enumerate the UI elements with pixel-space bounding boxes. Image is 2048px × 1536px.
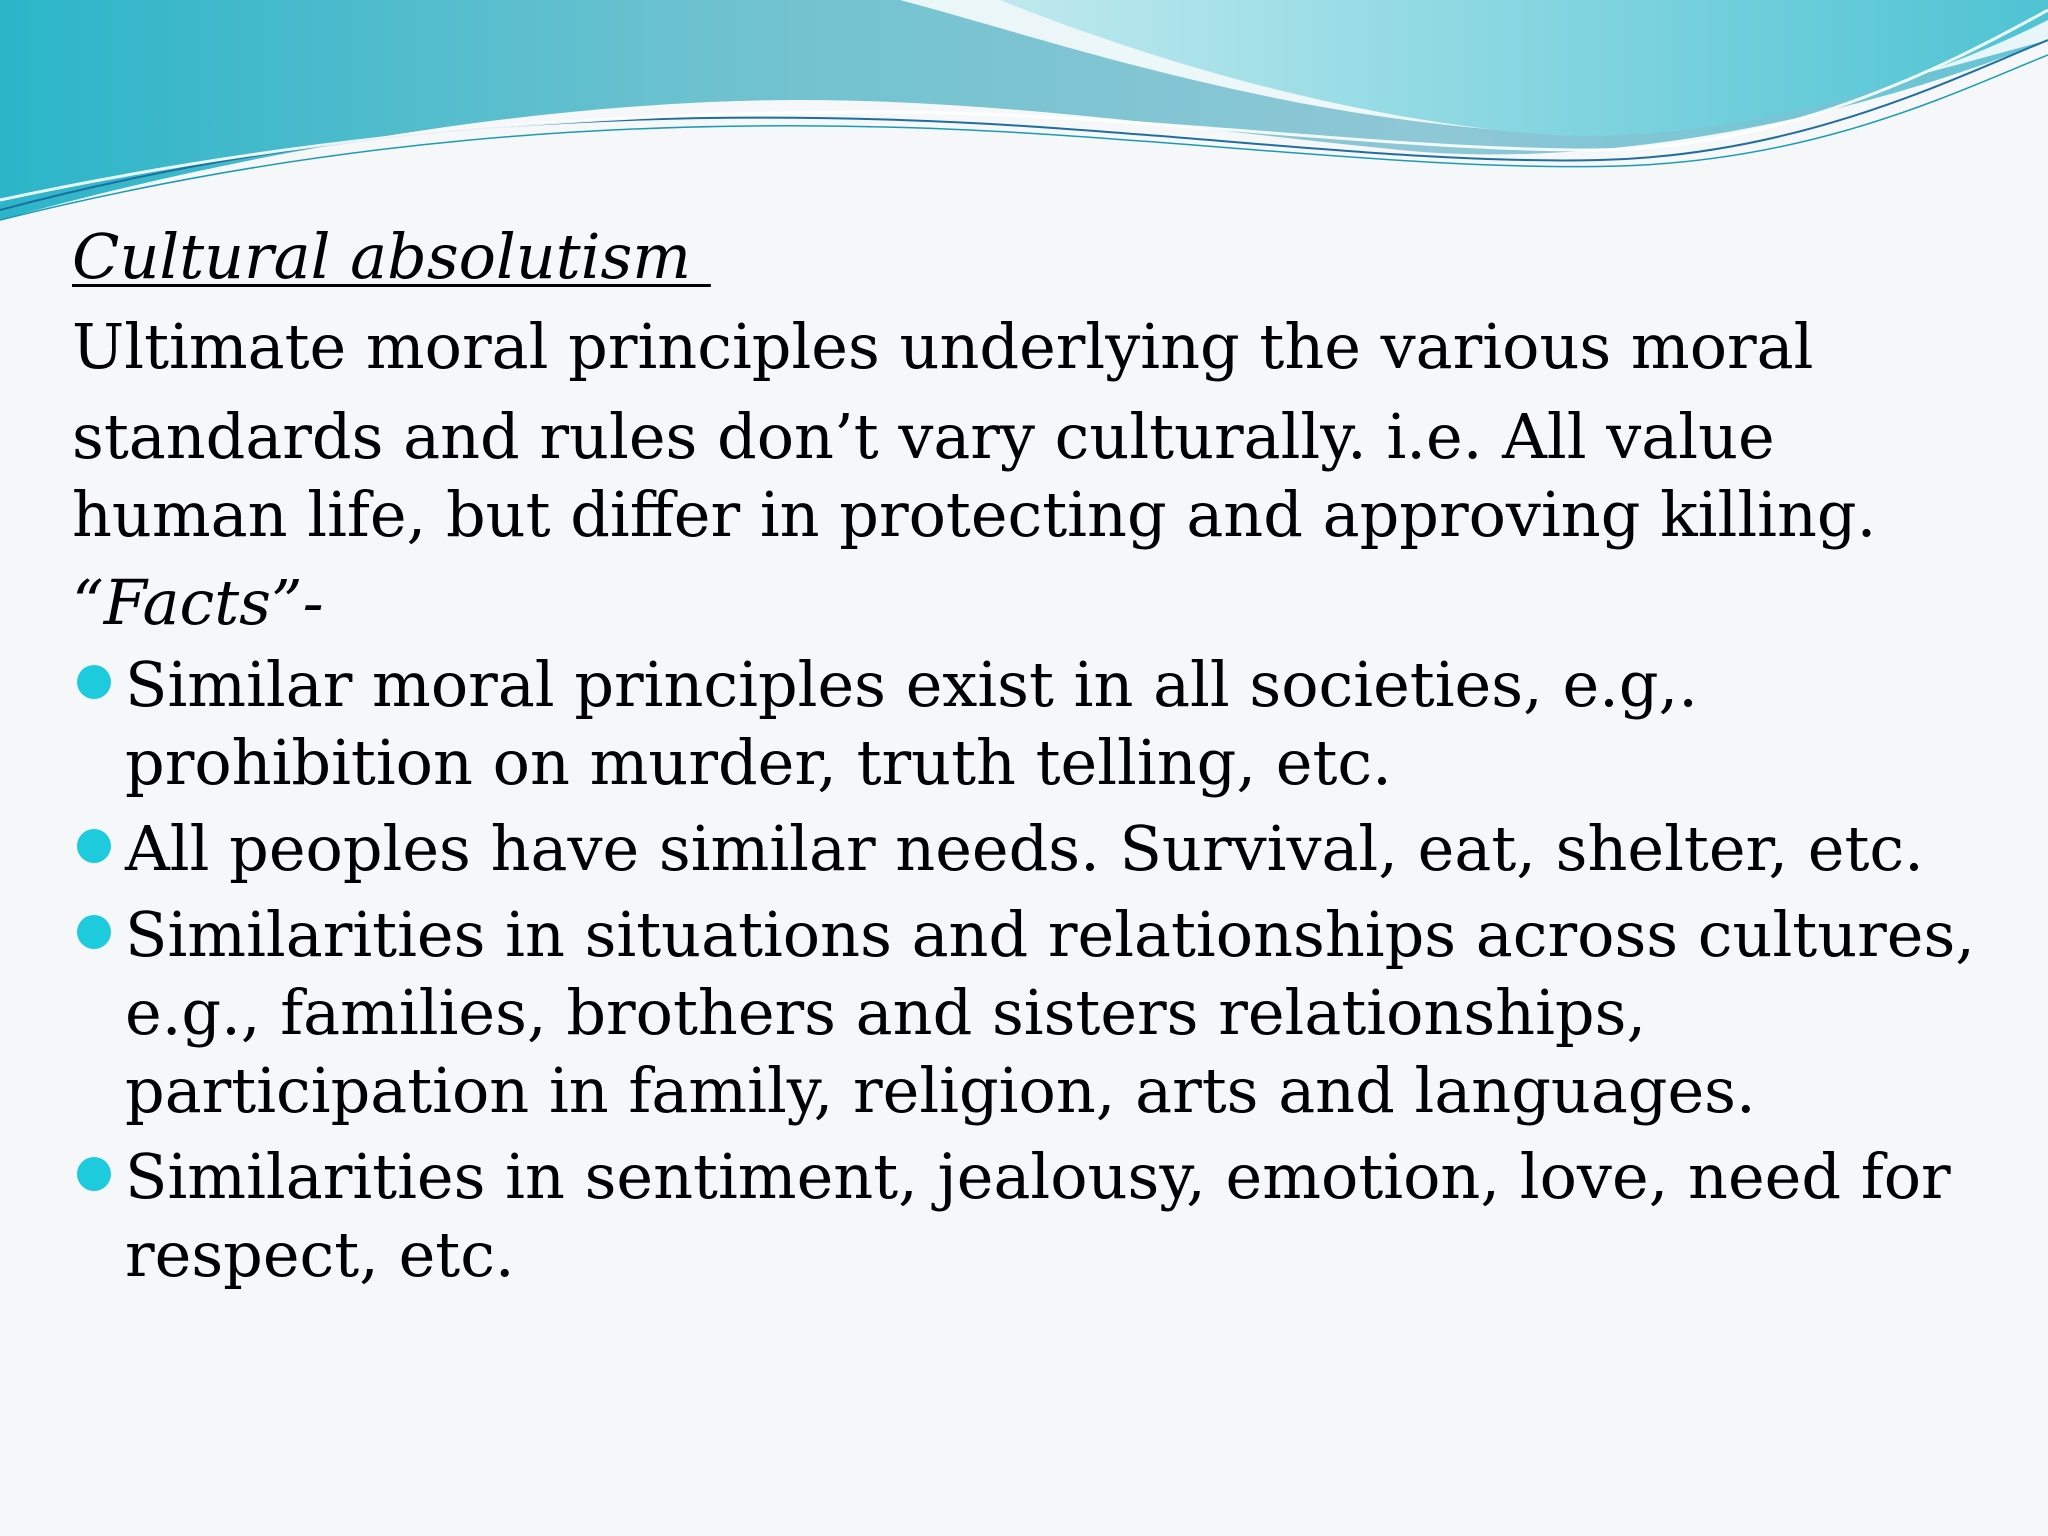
bullet-dot-icon [77,829,111,863]
bullet-list [72,646,2002,1294]
bullet-text: All peoples have similar needs. Survival, eat, shelter, etc. [125,812,1924,885]
bullet-text: Similar moral principles exist in all societies, e.g,. prohibition on murder, truth telling, etc. [125,648,1698,799]
bullet-item [72,810,2002,888]
paragraph-line: human life, but differ in protecting and approving killing. [72,478,1877,551]
bullet-item [72,896,2002,1130]
bullet-text: Similarities in sentiment, jealousy, emotion, love, need for respect, etc. [125,1140,1951,1291]
slide-body [72,218,2002,1294]
facts-label: “Facts”- [72,566,324,639]
bullet-dot-icon [77,915,111,949]
paragraph-line: Ultimate moral principles underlying the various moral [72,310,1814,383]
bullet-item [72,646,2002,802]
paragraph-line: standards and rules don’t vary culturally. i.e. All value [72,400,1775,473]
slide-heading: Cultural absolutism [72,220,711,293]
bullet-dot-icon [77,665,111,699]
bullet-text: Similarities in situations and relationships across cultures, e.g., families, brothers and sisters relationships, participation in family, religion, arts and languages. [125,898,1975,1127]
header-wave-decoration [0,0,2048,240]
bullet-item [72,1138,2002,1294]
bullet-dot-icon [77,1157,111,1191]
